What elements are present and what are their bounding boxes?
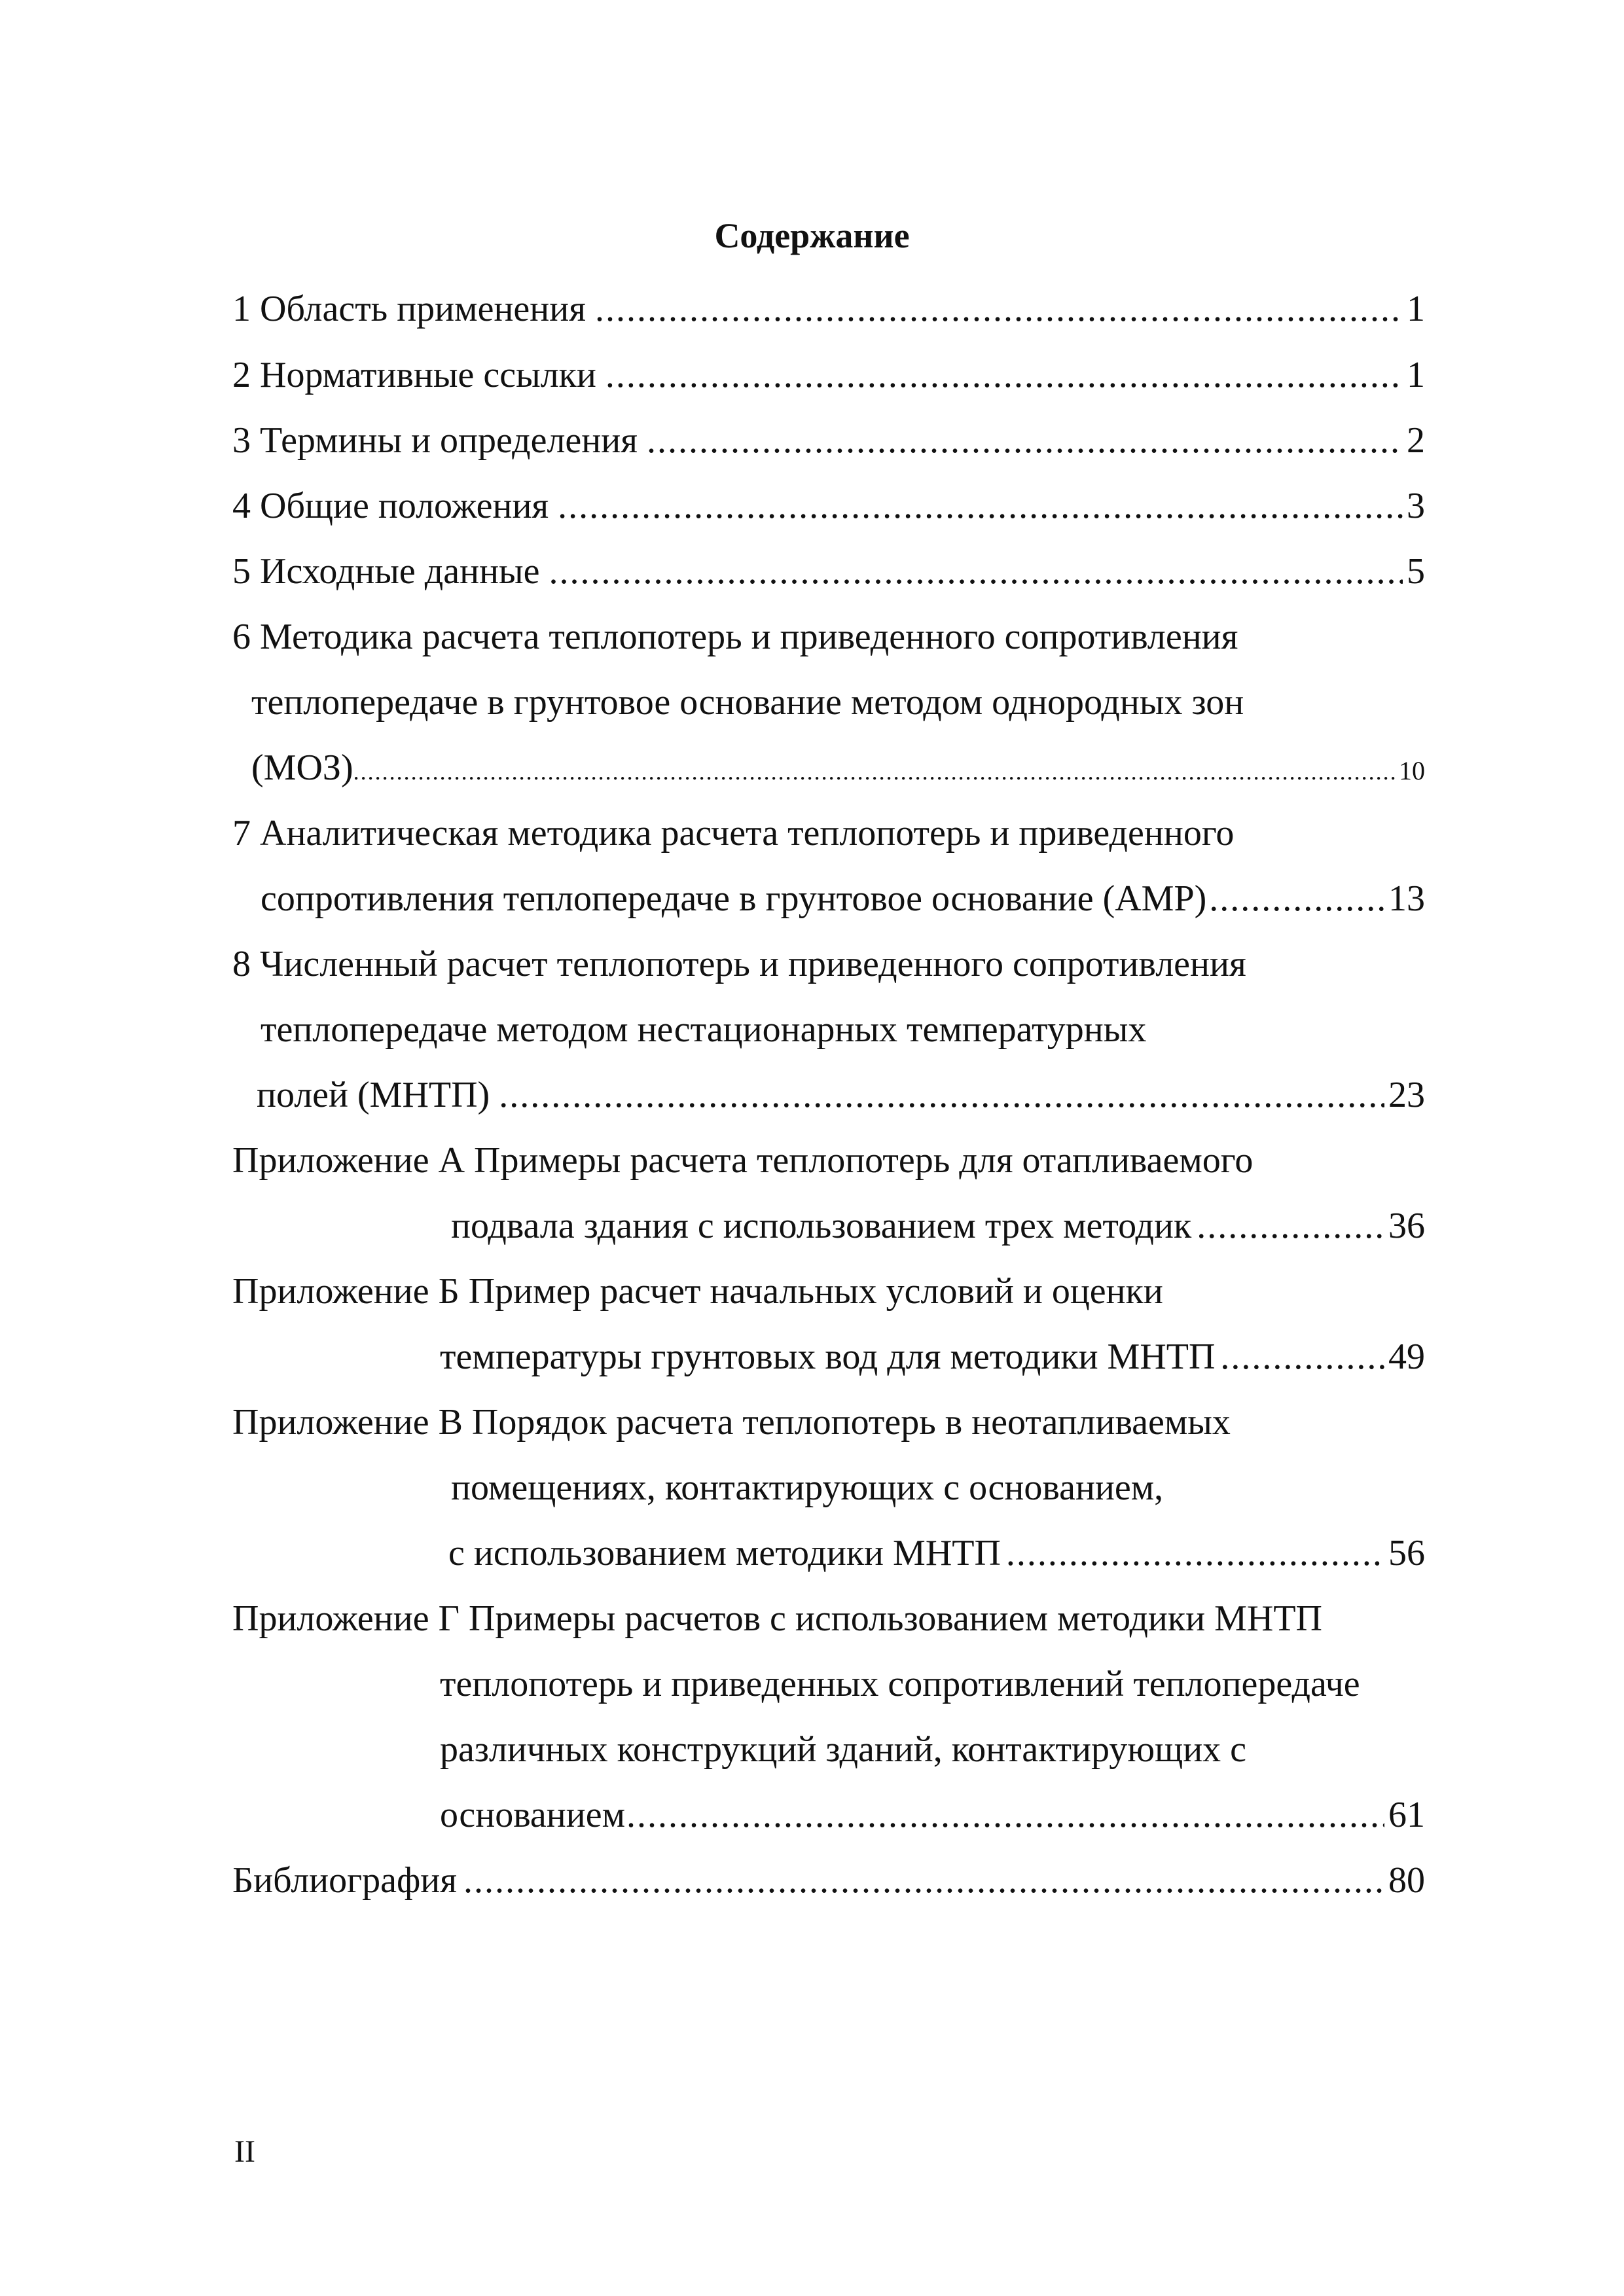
toc-appendix-a[interactable] [451,1203,1425,1249]
toc-title: Содержание [714,216,910,255]
toc-entry-text: 1 Область применения [232,289,586,329]
leader-dots [353,745,1395,795]
toc-page-number: 61 [1388,1795,1425,1835]
toc-page-number: 80 [1388,1860,1425,1901]
toc-entry-text: Библиография [232,1860,457,1901]
toc-page-number: 1 [1407,355,1425,395]
toc-entry-text: полей (МНТП) [257,1075,490,1115]
leader-dots [605,352,1403,398]
toc-appendix-g[interactable] [440,1792,1425,1838]
toc-entry-6-line-2[interactable]: теплопередаче в грунтовое основание методом однородных зон [251,682,1244,723]
toc-page-number: 13 [1388,878,1425,919]
toc-page-number: 1 [1407,289,1425,329]
toc-appendix-g-line-3[interactable]: различных конструкций зданий, контактирующих с [440,1729,1247,1770]
toc-entry-8-line-2[interactable]: теплопередаче методом нестационарных температурных [261,1009,1147,1050]
leader-dots [626,1792,1384,1838]
leader-dots [1197,1203,1384,1249]
toc-page-number: 23 [1388,1075,1425,1115]
toc-entry-text: 2 Нормативные ссылки [232,355,596,395]
toc-appendix-v-line-1[interactable]: Приложение В Порядок расчета теплопотерь в неотапливаемых [232,1402,1231,1443]
toc-entry-8-line-1[interactable]: 8 Численный расчет теплопотерь и приведенного сопротивления [232,944,1246,984]
toc-appendix-a-line-1[interactable]: Приложение А Примеры расчета теплопотерь для отапливаемого [232,1140,1254,1181]
toc-appendix-g-line-1[interactable]: Приложение Г Примеры расчетов с использованием методики МНТП [232,1598,1322,1639]
leader-dots [1209,876,1384,922]
leader-dots [647,418,1403,463]
toc-page-number: 2 [1407,420,1425,461]
toc-entry-1[interactable] [232,286,1425,332]
leader-dots [499,1072,1384,1118]
leader-dots [1006,1530,1384,1576]
toc-page-number: 10 [1399,756,1425,785]
leader-dots [595,286,1403,332]
toc-page-number: 5 [1407,551,1425,592]
toc-entry-text: (МОЗ) [251,747,353,788]
toc-entry-text: 3 Термины и определения [232,420,638,461]
toc-appendix-b-line-1[interactable]: Приложение Б Пример расчет начальных условий и оценки [232,1271,1163,1312]
toc-entry-text: с использованием методики МНТП [448,1533,1001,1573]
toc-entry-text: подвала здания с использованием трех методик [451,1206,1192,1246]
toc-entry-7-line-1[interactable]: 7 Аналитическая методика расчета теплопотерь и приведенного [232,813,1235,853]
toc-entry-2[interactable] [232,352,1425,398]
toc-entry-text: основанием [440,1795,626,1835]
toc-entry-6[interactable] [251,745,1425,791]
toc-page-number: 49 [1388,1336,1425,1377]
page-numeral: II [234,2134,255,2169]
toc-bibliography[interactable] [232,1857,1425,1903]
leader-dots [463,1857,1384,1903]
toc-entry-6-line-1[interactable]: 6 Методика расчета теплопотерь и приведенного сопротивления [232,617,1238,657]
toc-entry-text: температуры грунтовых вод для методики МНТП [440,1336,1216,1377]
toc-entry-5[interactable] [232,548,1425,594]
toc-entry-text: сопротивления теплопередаче в грунтовое основание (АМР) [261,878,1207,919]
toc-appendix-b[interactable] [440,1334,1425,1380]
toc-entry-7[interactable] [261,876,1425,922]
toc-entry-4[interactable] [232,483,1425,529]
leader-dots [549,548,1403,594]
toc-appendix-v-line-2[interactable]: помещениях, контактирующих с основанием, [451,1467,1164,1508]
toc-entry-text: 4 Общие положения [232,486,549,526]
toc-page-number: 36 [1388,1206,1425,1246]
toc-page-number: 56 [1388,1533,1425,1573]
toc-entry-8[interactable] [257,1072,1425,1118]
leader-dots [558,483,1403,529]
toc-entry-3[interactable] [232,418,1425,463]
leader-dots [1220,1334,1384,1380]
toc-entry-text: 5 Исходные данные [232,551,540,592]
toc-appendix-v[interactable] [448,1530,1425,1576]
toc-page-number: 3 [1407,486,1425,526]
toc-appendix-g-line-2[interactable]: теплопотерь и приведенных сопротивлений теплопередаче [440,1664,1360,1704]
